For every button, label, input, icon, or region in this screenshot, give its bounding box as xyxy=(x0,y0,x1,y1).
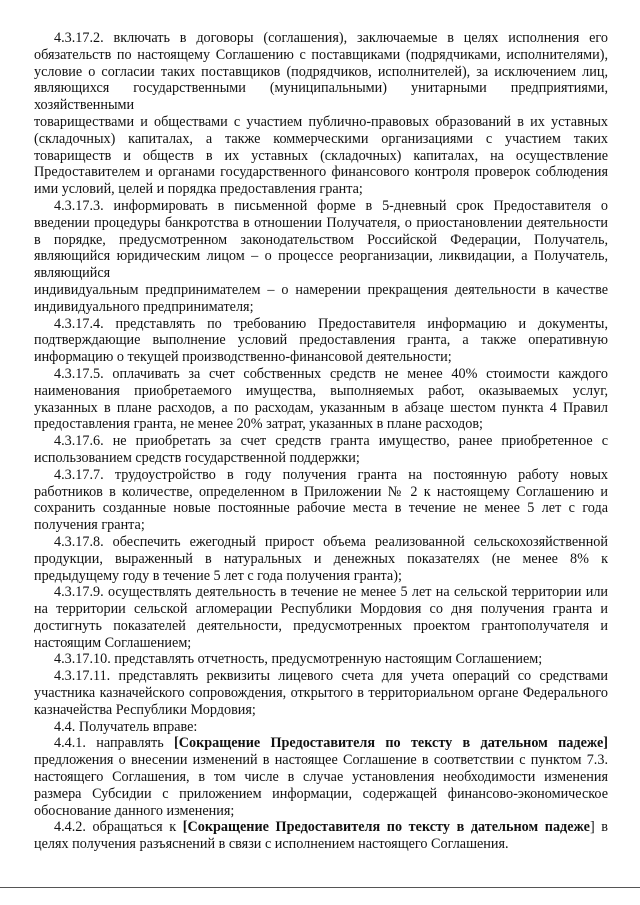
paragraph-4-3-17-8: 4.3.17.8. обеспечить ежегодный прирост объема реализованной сельскохозяйственной продукции, выраженный в натуральных и денежных показателях (не менее 8% к предыдущему году в течение 5 лет с года получения гранта); xyxy=(34,533,608,584)
paragraph-4-3-17-11: 4.3.17.11. представлять реквизиты лицевого счета для учета операций со средствами участника казначейского сопровождения, открытого в территориальном органе Федерального казначейства Республики Мордовия; xyxy=(34,668,608,718)
paragraph-4-3-17-9: 4.3.17.9. осуществлять деятельность в течение не менее 5 лет на сельской территории или на территории сельской агломерации Республики Мордовия со дня получения гранта и достигнуть показателей деятельности, предусмотренных проектом грантополучателя и настоящим Соглашением; xyxy=(34,584,608,651)
paragraph-text: ] в целях получения разъяснений в связи с исполнением настоящего Соглашения. xyxy=(34,819,608,853)
paragraph-4-4: 4.4. Получатель вправе: xyxy=(54,718,198,735)
paragraph-text: предложения о внесении изменений в настоящее Соглашение в соответствии с пунктом 7.3. настоящего Соглашения, в том числе в случае установления необходимости изменения размера Субсидии с приложением информации, содержащей финансово-экономическое обоснование данного изменения; xyxy=(34,752,608,819)
paragraph-4-3-17-5: 4.3.17.5. оплачивать за счет собственных средств не менее 40% стоимости каждого наименования приобретаемого имущества, выполняемых работ, оказываемых услуг, указанных в плане расходов, а по расходам, указанным в абзаце шестом пункта 4 Правил предоставления гранта, не менее 20% затрат, указанных в плане расходов; xyxy=(34,365,608,433)
paragraph-4-3-17-7: 4.3.17.7. трудоустройство в году получения гранта на постоянную работу новых работников в количестве, определенном в Приложении № 2 к настоящему Соглашению и сохранить созданные новые постоянные рабочие места в течение не менее 5 лет с года получения гранта; xyxy=(34,466,608,534)
paragraph-text: 4.4.1. направлять xyxy=(54,735,175,752)
paragraph-4-3-17-2-continued: товариществами и обществами с участием публично-правовых образований в их уставных (складочных) капиталах, а также коммерческими организациями с участием таких товариществ и обществ в их уставных (складочных) капиталах, на осуществление Предоставителем и органами государственного финансового контроля проверок соблюдения ими условий, целей и порядка предоставления гранта; xyxy=(34,113,608,198)
footer-rule xyxy=(0,887,640,888)
paragraph-4-3-17-3-continued: индивидуальным предпринимателем – о намерении прекращения деятельности в качестве индивидуального предпринимателя; xyxy=(34,281,608,315)
paragraph-4-3-17-4: 4.3.17.4. представлять по требованию Предоставителя информацию и документы, подтверждающие выполнение условий предоставления гранта, а также оперативную информацию о текущей производственно-финансовой деятельности; xyxy=(34,315,608,366)
placeholder-text: [Сокращение Предоставителя по тексту в дательном падеже] xyxy=(174,735,608,752)
document-body xyxy=(34,30,608,853)
paragraph-text: 4.4.2. обращаться к xyxy=(54,819,183,836)
paragraph-4-4-2 xyxy=(34,819,608,853)
paragraph-4-3-17-2: 4.3.17.2. включать в договоры (соглашения), заключаемые в целях исполнения его обязательств по настоящему Соглашению с поставщиками (подрядчиками, исполнителями), условие о согласии таких поставщиков (подрядчиков, исполнителей), за исключением лиц, являющихся государственными (муниципальными) унитарными предприятиями, хозяйственными xyxy=(34,30,608,114)
placeholder-text: [Сокращение Предоставителя по тексту в дательном падеже xyxy=(182,819,590,836)
paragraph-4-3-17-3: 4.3.17.3. информировать в письменной форме в 5-дневный срок Предоставителя о введении процедуры банкротства в отношении Получателя, о приостановлении деятельности в порядке, предусмотренном законодательством Российской Федерации, Получатель, являющийся юридическим лицом – о процессе реорганизации, ликвидации, а Получатель, являющийся xyxy=(34,197,608,282)
paragraph-4-4-1 xyxy=(34,735,608,819)
paragraph-4-3-17-10: 4.3.17.10. представлять отчетность, предусмотренную настоящим Соглашением; xyxy=(54,651,543,668)
paragraph-4-3-17-6: 4.3.17.6. не приобретать за счет средств гранта имущество, ранее приобретенное с использованием средств государственной поддержки; xyxy=(34,433,608,466)
